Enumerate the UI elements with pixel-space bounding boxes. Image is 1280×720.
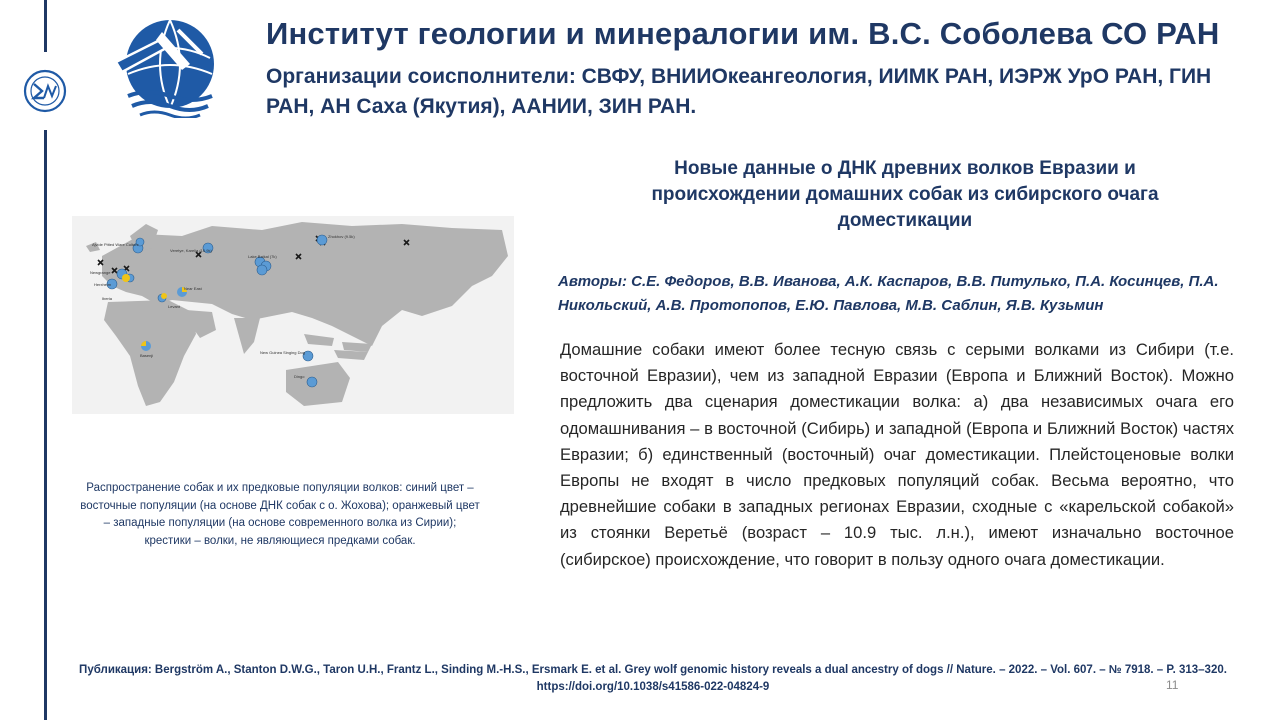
institute-title: Институт геологии и минералогии им. В.С. Соболева СО РАН (266, 16, 1220, 51)
map-label-near-east: Near East (184, 286, 202, 291)
igm-sb-ras-logo-icon (106, 18, 226, 118)
map-label-basenji: Basenji (140, 353, 154, 358)
map-label-new-guinea-singing-dog: New Guinea Singing Dog (260, 350, 305, 355)
map-caption: Распространение собак и их предковые популяции волков: синий цвет – восточные популяции (на основе ДНК собак с о. Жохова); оранжевый цвет – западные популяции (на основе современного волка из Сирии); крестики – волки, не являющиеся предками собак. (80, 482, 480, 547)
map-label-herxheim: Herxheim (94, 282, 112, 287)
map-label-iberia: Iberia (102, 296, 113, 301)
map-label-levant: Levant (168, 304, 181, 309)
map-label-dingo: Dingo (294, 374, 305, 379)
slide-subtitle: Новые данные о ДНК древних волков Евразии и происхождении домашних собак из сибирского очага доместикации (651, 158, 1159, 231)
left-accent-line-bottom (44, 130, 47, 720)
map-label-newgrange: Newgrange (90, 270, 111, 275)
map-label-zhokhov: Zhokhov (9.5k) (328, 234, 355, 239)
map-label-ajvide: Ajvide Pitted Ware Culture (92, 242, 139, 247)
authors-line: Авторы: С.Е. Федоров, В.В. Иванова, А.К. Каспаров, В.В. Питулько, П.А. Косинцев, П.А. Никольский, А.В. Протопопов, Е.Ю. Павлова, М.В. Саблин, Я.В. Кузьмин (558, 273, 1219, 314)
publication-reference: Публикация: Bergström A., Stanton D.W.G., Taron U.H., Frantz L., Sinding M.-H.S., Ersmark E. et al. Grey wolf genomic history reveals a dual ancestry of dogs // Nature. – 2022. – Vol. 607. – № 7918. – P. 313–320. https://doi.org/10.1038/s41586-022-04824-9 (79, 664, 1227, 693)
body-text: Домашние собаки имеют более тесную связь с серыми волками из Сибири (т.е. восточной Евразии), чем из западной Евразии (Европа и Ближний Восток). Можно предложить два сценария доместикации волка: а) два независимых очага его одомашнивания – в восточной (Сибирь) и западной (Европа и Ближний Восток) частях Евразии; б) единственный (восточный) очаг доместикации. Плейстоценовые волки Европы не входят в число предковых популяций собак. Весьма вероятно, что древнейшие собаки в западных регионах Евразии, сходные с «карельской собакой» из стоянки Веретьё (возраст – 10.9 тыс. л.н.), имеют изначально восточное (сибирское) происхождение, что говорит в пользу одного очага доместикации. (560, 340, 1234, 569)
left-accent-line-top (44, 0, 47, 52)
co-executor-organizations: Организации соисполнители: СВФУ, ВНИИОкеангеология, ИИМК РАН, ИЭРЖ УрО РАН, ГИН РАН, АН Саха (Якутия), ААНИИ, ЗИН РАН. (266, 65, 1212, 118)
wolf-dog-distribution-map (72, 216, 514, 414)
map-label-lake-baikal: Lake Baikal (7k) (248, 254, 277, 259)
page-number: 11 (1166, 678, 1179, 692)
institute-small-logo-icon (22, 68, 68, 114)
map-label-veretye: Veretye, Karelia (10.9k) (170, 248, 212, 253)
